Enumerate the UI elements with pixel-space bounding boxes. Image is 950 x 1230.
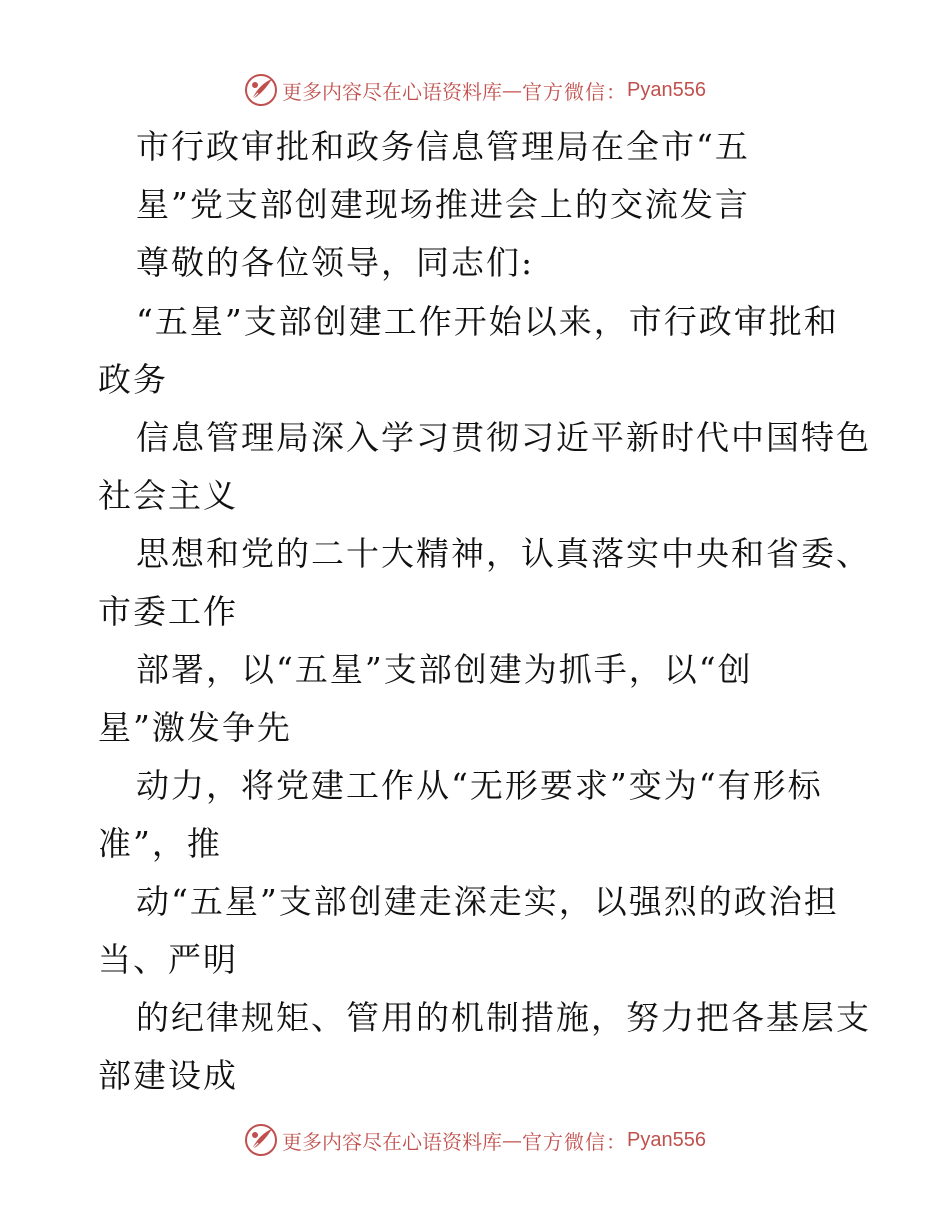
banner-wechat-id: Pyan556: [627, 1128, 706, 1151]
body-line: 市委工作: [98, 592, 238, 631]
banner-wechat-label: 官方微信：: [522, 79, 628, 104]
footer-banner: [0, 1120, 950, 1160]
banner-separator: —: [502, 78, 523, 102]
body-line: 政务: [98, 360, 168, 399]
banner-wechat-label: 官方微信：: [522, 1129, 628, 1154]
banner-wechat-id: Pyan556: [627, 78, 706, 101]
feather-pen-logo-icon: [244, 1123, 278, 1157]
body-line: 的纪律规矩、管用的机制措施，努力把各基层支: [136, 998, 871, 1037]
body-line: 思想和党的二十大精神，认真落实中央和省委、: [136, 534, 871, 573]
header-banner: [0, 70, 950, 110]
body-line: 社会主义: [98, 476, 238, 515]
body-line: 部署，以“五星”支部创建为抓手，以“创: [136, 650, 753, 689]
document-title-line-2: 星”党支部创建现场推进会上的交流发言: [136, 185, 750, 224]
body-line: 当、严明: [98, 940, 238, 979]
body-line: 星”激发争先: [98, 708, 292, 747]
body-line: 动力，将党建工作从“无形要求”变为“有形标: [136, 766, 823, 805]
banner-separator: —: [502, 1128, 523, 1152]
banner-slogan: 更多内容尽在心语资料库: [282, 79, 503, 104]
body-line: 动“五星”支部创建走深走实，以强烈的政治担: [136, 882, 839, 921]
banner-slogan: 更多内容尽在心语资料库: [282, 1129, 503, 1154]
salutation: 尊敬的各位领导，同志们:: [136, 243, 535, 282]
body-line: “五星”支部创建工作开始以来，市行政审批和: [136, 302, 839, 341]
body-line: 准”，推: [98, 824, 222, 863]
body-line: 部建设成: [98, 1056, 238, 1095]
document-title-line-1: 市行政审批和政务信息管理局在全市“五: [136, 127, 750, 166]
body-line: 信息管理局深入学习贯彻习近平新时代中国特色: [136, 418, 871, 457]
feather-pen-logo-icon: [244, 73, 278, 107]
